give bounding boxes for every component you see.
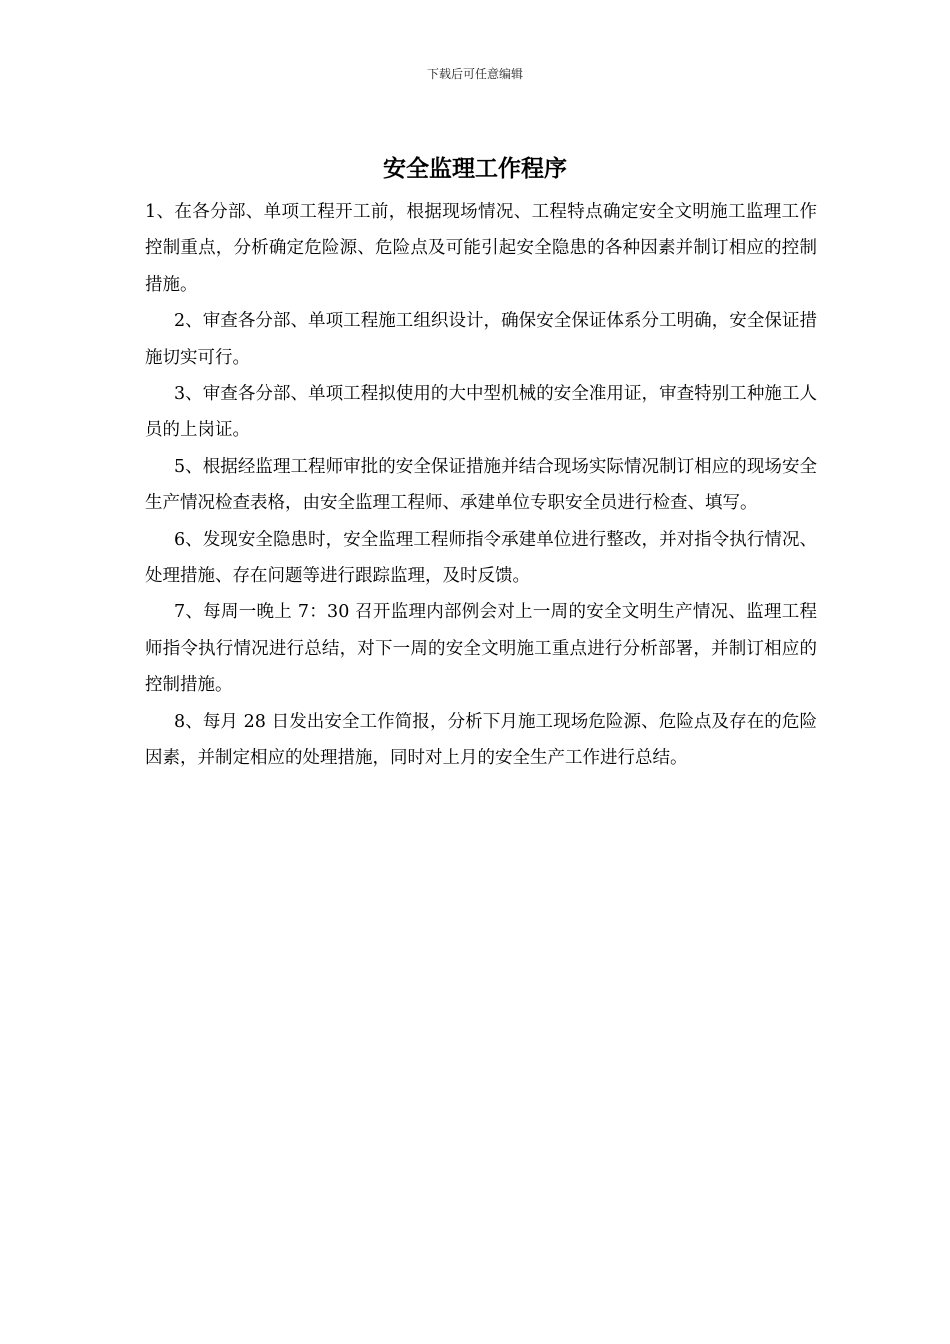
document-body (145, 194, 817, 777)
paragraph-6: 6、发现安全隐患时，安全监理工程师指令承建单位进行整改，并对指令执行情况、处理措施、存在问题等进行跟踪监理，及时反馈。 (145, 529, 817, 587)
paragraph-5: 5、根据经监理工程师审批的安全保证措施并结合现场实际情况制订相应的现场安全生产情况检查表格，由安全监理工程师、承建单位专职安全员进行检查、填写。 (145, 456, 817, 514)
header-note: 下载后可任意编辑 (426, 67, 523, 81)
document-title: 安全监理工作程序 (383, 156, 567, 182)
paragraph-2: 2、审查各分部、单项工程施工组织设计，确保安全保证体系分工明确，安全保证措施切实可行。 (145, 311, 817, 368)
paragraph-1: 1、在各分部、单项工程开工前，根据现场情况、工程特点确定安全文明施工监理工作控制重点，分析确定危险源、危险点及可能引起安全隐患的各种因素并制订相应的控制措施。 (145, 202, 817, 295)
paragraph-8: 8、每月 28 日发出安全工作简报，分析下月施工现场危险源、危险点及存在的危险因素，并制定相应的处理措施，同时对上月的安全生产工作进行总结。 (145, 711, 817, 769)
paragraph-7: 7、每周一晚上 7：30 召开监理内部例会对上一周的安全文明生产情况、监理工程师指令执行情况进行总结，对下一周的安全文明施工重点进行分析部署，并制订相应的控制措施。 (145, 602, 817, 696)
paragraph-3: 3、审查各分部、单项工程拟使用的大中型机械的安全准用证，审查特别工种施工人员的上岗证。 (145, 384, 817, 441)
